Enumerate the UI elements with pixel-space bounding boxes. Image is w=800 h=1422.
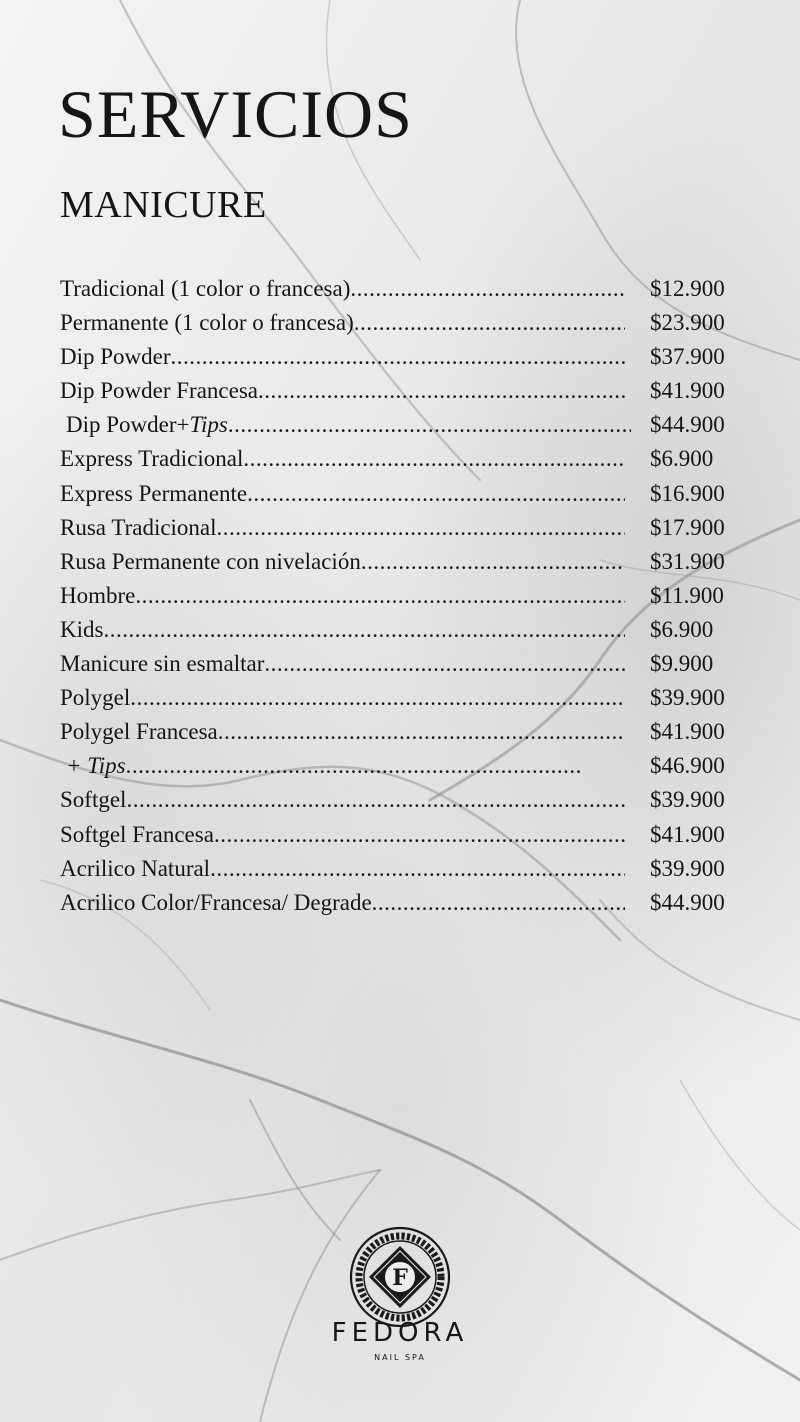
brand-name: FEDORA — [331, 1318, 469, 1348]
service-row — [60, 549, 740, 583]
service-name: Polygel Francesa — [60, 719, 218, 745]
service-price: $23.900 — [650, 310, 725, 336]
service-name: Acrilico Natural — [60, 855, 211, 881]
service-price: $31.900 — [650, 548, 725, 574]
service-name: Express Permanente — [60, 480, 248, 506]
service-row — [60, 481, 740, 515]
service-price: $41.900 — [650, 821, 725, 847]
service-row — [60, 412, 740, 446]
service-name: Dip Powder+ — [66, 412, 190, 438]
service-row — [60, 617, 740, 651]
brand-monogram: F — [392, 1265, 408, 1291]
service-row — [60, 378, 740, 412]
service-name: Manicure sin esmaltar — [60, 651, 265, 677]
brand-subtitle: NAIL SPA — [374, 1353, 426, 1362]
service-name: Tradicional (1 color o francesa) — [60, 276, 351, 301]
service-name: Kids — [60, 616, 104, 642]
section-heading: MANICURE — [60, 184, 267, 226]
service-price: $46.900 — [650, 753, 725, 779]
service-name: Softgel — [60, 787, 127, 813]
service-price: $6.900 — [650, 446, 714, 472]
service-name: Dip Powder Francesa — [60, 378, 259, 404]
brand-logo-icon — [300, 1210, 500, 1410]
service-price: $12.900 — [650, 276, 725, 301]
service-row — [60, 787, 740, 821]
service-row — [60, 310, 740, 344]
page-title: SERVICIOS — [58, 76, 413, 152]
service-row — [60, 753, 740, 787]
service-row — [60, 515, 740, 549]
service-price: $17.900 — [650, 514, 725, 540]
service-list — [60, 276, 740, 924]
service-price: $44.900 — [650, 889, 725, 915]
service-row — [60, 583, 740, 617]
service-name: Rusa Permanente con nivelación — [60, 548, 361, 574]
service-price: $6.900 — [650, 616, 714, 642]
service-name: Rusa Tradicional — [60, 514, 217, 540]
service-name: Permanente (1 color o francesa) — [60, 310, 354, 336]
service-price: $41.900 — [650, 719, 725, 745]
service-row — [60, 822, 740, 856]
service-price: $41.900 — [650, 378, 725, 404]
service-name: Express Tradicional — [60, 446, 244, 472]
service-name: Polygel — [60, 685, 131, 711]
service-name: Softgel Francesa — [60, 821, 214, 847]
service-price: $37.900 — [650, 344, 725, 370]
service-row — [60, 276, 740, 310]
service-name: Dip Powder — [60, 344, 171, 370]
service-price: $44.900 — [650, 412, 725, 438]
service-price: $16.900 — [650, 480, 725, 506]
service-name: Hombre — [60, 582, 136, 608]
service-row — [60, 719, 740, 753]
service-name: + Tips — [66, 753, 126, 779]
service-row — [60, 446, 740, 480]
service-name-italic: Tips — [189, 412, 228, 438]
service-price: $39.900 — [650, 855, 725, 881]
service-name: Acrilico Color/Francesa/ Degrade — [60, 889, 372, 915]
service-price: $11.900 — [650, 582, 724, 608]
service-row — [60, 685, 740, 719]
service-row — [60, 651, 740, 685]
service-price: $39.900 — [650, 787, 725, 813]
service-row — [60, 344, 740, 378]
service-price: $9.900 — [650, 651, 714, 677]
service-row — [60, 890, 740, 924]
service-row — [60, 856, 740, 890]
service-price: $39.900 — [650, 685, 725, 711]
